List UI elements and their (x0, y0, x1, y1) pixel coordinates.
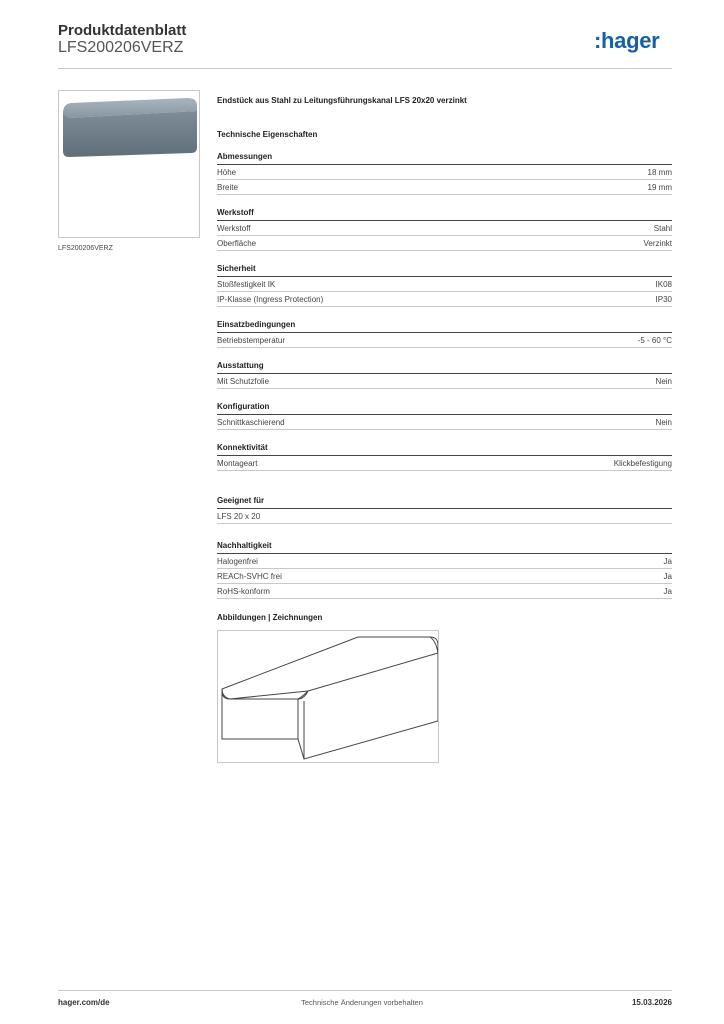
group-title: Abmessungen (217, 151, 672, 165)
group-title: Geeignet für (217, 495, 672, 509)
spec-label: Oberfläche (217, 239, 257, 248)
spec-row (217, 509, 672, 524)
spec-label: Betriebstemperatur (217, 336, 286, 345)
footer-website: hager.com/de (58, 998, 110, 1007)
spec-group (217, 207, 672, 251)
spec-value: 19 mm (647, 183, 672, 192)
spec-value: IP30 (655, 295, 672, 304)
spec-group (217, 263, 672, 307)
spec-value: Ja (663, 587, 672, 596)
group-title: Ausstattung (217, 360, 672, 374)
drawings-title: Abbildungen | Zeichnungen (217, 613, 323, 622)
spec-value: Ja (663, 557, 672, 566)
spec-label: IP-Klasse (Ingress Protection) (217, 295, 324, 304)
spec-row (217, 584, 672, 599)
group-title: Werkstoff (217, 207, 672, 221)
spec-label: Schnittkaschierend (217, 418, 285, 427)
group-title: Einsatzbedingungen (217, 319, 672, 333)
spec-row (217, 221, 672, 236)
spec-value: Verzinkt (643, 239, 672, 248)
spec-label: REACh-SVHC frei (217, 572, 282, 581)
spec-row (217, 374, 672, 389)
spec-label: Mit Schutzfolie (217, 377, 270, 386)
spec-value: Klickbefestigung (613, 459, 672, 468)
page-title: Produktdatenblatt (58, 22, 187, 39)
image-caption: LFS200206VERZ (58, 245, 113, 252)
spec-row (217, 236, 672, 251)
technical-drawing (217, 630, 439, 763)
spec-group (217, 360, 672, 389)
suitable-for-group (217, 495, 672, 524)
spec-group (217, 151, 672, 195)
spec-value: 18 mm (647, 168, 672, 177)
spec-group (217, 319, 672, 348)
spec-group (217, 442, 672, 471)
spec-row (217, 165, 672, 180)
hager-logo: :hager (594, 28, 660, 53)
sustainability-group (217, 540, 672, 599)
spec-row (217, 277, 672, 292)
spec-label: Werkstoff (217, 224, 251, 233)
spec-row (217, 415, 672, 430)
spec-value: IK08 (655, 280, 672, 289)
spec-value: -5 - 60 °C (637, 336, 672, 345)
spec-label: LFS 20 x 20 (217, 512, 261, 521)
spec-row (217, 180, 672, 195)
spec-label: Höhe (217, 168, 237, 177)
group-title: Konnektivität (217, 442, 672, 456)
spec-group (217, 401, 672, 430)
group-title: Nachhaltigkeit (217, 540, 672, 554)
spec-row (217, 554, 672, 569)
spec-row (217, 569, 672, 584)
spec-row (217, 456, 672, 471)
spec-label: Montageart (217, 459, 258, 468)
tech-title: Technische Eigenschaften (217, 130, 318, 139)
product-image (58, 90, 200, 238)
spec-value: Nein (655, 418, 672, 427)
spec-value: Stahl (653, 224, 672, 233)
spec-groups (217, 151, 672, 471)
group-title: Sicherheit (217, 263, 672, 277)
footer-divider (58, 990, 672, 991)
footer-notice: Technische Änderungen vorbehalten (301, 998, 423, 1007)
spec-row (217, 292, 672, 307)
spec-value: Ja (663, 572, 672, 581)
footer-date: 15.03.2026 (631, 998, 672, 1007)
header-divider (58, 68, 672, 69)
spec-label: Breite (217, 183, 238, 192)
content-column (217, 96, 672, 763)
spec-label: RoHS-konform (217, 587, 270, 596)
product-code: LFS200206VERZ (58, 39, 184, 56)
spec-value: Nein (655, 377, 672, 386)
group-title: Konfiguration (217, 401, 672, 415)
spec-label: Stoßfestigkeit IK (217, 280, 276, 289)
spec-label: Halogenfrei (217, 557, 258, 566)
product-description: Endstück aus Stahl zu Leitungsführungskanal LFS 20x20 verzinkt (217, 96, 467, 105)
spec-row (217, 333, 672, 348)
